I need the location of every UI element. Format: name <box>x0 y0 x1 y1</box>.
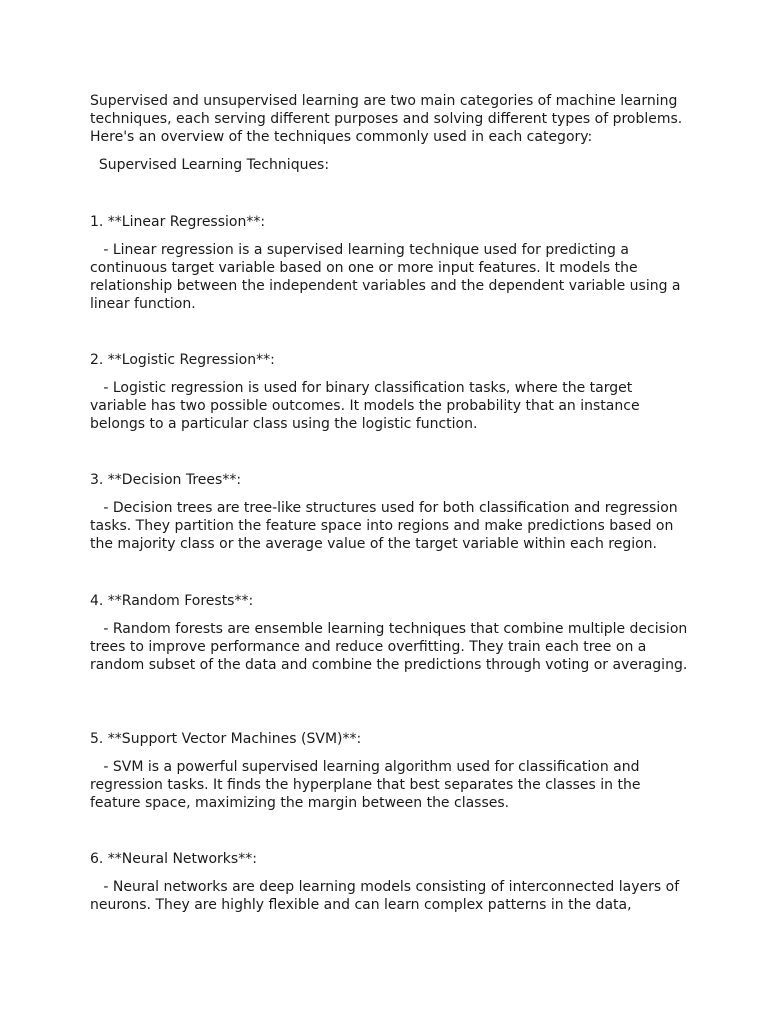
item-heading-3: 3. **Decision Trees**: <box>90 472 242 488</box>
item-heading-6: 6. **Neural Networks**: <box>90 851 257 867</box>
section-heading: Supervised Learning Techniques: <box>90 157 330 173</box>
item-body-2: - Logistic regression is used for binary classification tasks, where the target variable has two possible outcomes. It models the probability that an instance belongs to a particular class using the logistic function. <box>90 380 645 432</box>
item-body-4: - Random forests are ensemble learning techniques that combine multiple decision trees to improve performance and reduce overfitting. They train each tree on a random subset of the data and combine the predictions through voting or averaging. <box>90 621 692 673</box>
item-heading-5: 5. **Support Vector Machines (SVM)**: <box>90 731 362 747</box>
item-heading-4: 4. **Random Forests**: <box>90 593 254 609</box>
item-body-1: - Linear regression is a supervised learning technique used for predicting a continuous target variable based on one or more input features. It models the relationship between the independent variables and the dependent variable using a linear function. <box>90 242 685 312</box>
item-body-3: - Decision trees are tree-like structures used for both classification and regression tasks. They partition the feature space into regions and make predictions based on the majority class or the average value of the target variable within each region. <box>90 500 683 552</box>
item-body-5: - SVM is a powerful supervised learning algorithm used for classification and regression tasks. It finds the hyperplane that best separates the classes in the feature space, maximizing the margin between the classes. <box>90 759 645 811</box>
item-body-6: - Neural networks are deep learning models consisting of interconnected layers of neurons. They are highly flexible and can learn complex patterns in the data, <box>90 879 684 913</box>
intro-paragraph: Supervised and unsupervised learning are two main categories of machine learning techniques, each serving different purposes and solving different types of problems. Here's an overview of the techniques commonly used in each category: <box>90 93 687 145</box>
item-heading-2: 2. **Logistic Regression**: <box>90 352 275 368</box>
item-heading-1: 1. **Linear Regression**: <box>90 214 266 230</box>
